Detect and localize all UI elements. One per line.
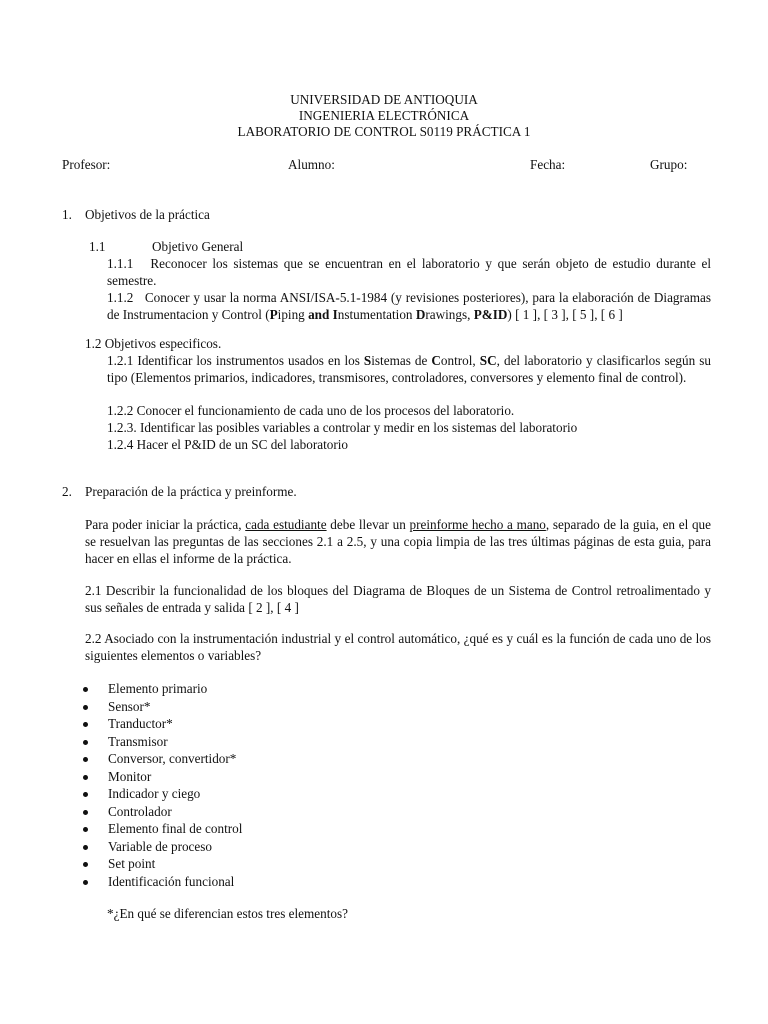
bullet-icon: [83, 757, 88, 762]
list-item-label: Tranductor*: [108, 716, 173, 731]
list-item-label: Elemento final de control: [108, 821, 243, 836]
objective-1-2-1-text-end: , del laboratorio y clasificarlos según su tipo (Elementos primarios, indicadores, transmisores, controladores, conversores y elemento final de control).: [107, 353, 711, 385]
objective-1-1-2: [107, 289, 711, 323]
sc-word-sistemas: istemas de: [371, 353, 432, 368]
list-item: [82, 873, 242, 891]
pid-acronym: P&ID: [473, 307, 508, 322]
bullet-icon: [83, 862, 88, 867]
list-item-label: Variable de proceso: [108, 838, 212, 854]
objective-1-1-1: [107, 255, 711, 289]
bullet-icon: [83, 810, 88, 815]
objective-1-1-1-text: Reconocer los sistemas que se encuentran en el laboratorio y que serán objeto de estudio durante el semestre.: [107, 256, 712, 288]
bullet-icon: [83, 775, 88, 780]
question-2-1: 2.1 Describir la funcionalidad de los bloques del Diagrama de Bloques de un Sistema de Control retroalimentado y sus señales de entrada y salida [ 2 ], [ 4 ]: [85, 583, 711, 615]
sc-acronym: SC: [479, 353, 497, 368]
fecha-label: Fecha:: [530, 157, 566, 172]
objective-1-2-4: 1.2.4 Hacer el P&ID de un SC del laboratorio: [107, 437, 348, 452]
list-item: [82, 680, 242, 698]
section2-title: Preparación de la práctica y preinforme.: [85, 484, 297, 499]
list-item-label: Identificación funcional: [108, 873, 235, 889]
objective-1-2-1: [107, 352, 711, 386]
bullet-icon: [83, 880, 88, 885]
sc-letter-s: S: [363, 353, 372, 368]
section2-intro: [85, 516, 711, 567]
sc-word-control: ontrol,: [440, 353, 480, 368]
list-item: [82, 838, 242, 856]
intro-underline-cada-estudiante: cada estudiante: [245, 517, 327, 532]
list-item: [82, 733, 242, 751]
intro-text-3: , separado de la guia, en el que se resuelvan las preguntas de las secciones 2.1 a 2.5, y una copia limpia de las tres últimas páginas de esta guia, para hacer en ellas el informe de la práctica.: [85, 517, 711, 566]
list-item: [82, 785, 242, 803]
objective-1-1-2-text: Conocer y usar la norma ANSI/ISA-5.1-1984 (y revisiones posteriores), para la elaboración de Diagramas de Instrumentacion y Control (: [107, 290, 712, 322]
bullet-icon: [83, 845, 88, 850]
list-item-label: Elemento primario: [108, 681, 208, 696]
objective-1-1-1-number: 1.1.1: [107, 256, 134, 271]
lab-title: LABORATORIO DE CONTROL S0119 PRÁCTICA 1: [237, 124, 531, 139]
intro-text-1: Para poder iniciar la práctica,: [85, 517, 246, 532]
objective-1-1-2-references: ) [ 1 ], [ 3 ], [ 5 ], [ 6 ]: [507, 307, 623, 322]
program-name: INGENIERIA ELECTRÓNICA: [298, 108, 470, 123]
list-item-label: Monitor: [108, 768, 152, 784]
sc-letter-c: C: [431, 353, 441, 368]
section1-number: 1.: [62, 207, 72, 222]
pid-letter-d: D: [415, 307, 426, 322]
bullet-icon: [83, 722, 88, 727]
grupo-label: Grupo:: [650, 157, 688, 172]
objective-general-number: 1.1: [89, 239, 106, 254]
university-name: UNIVERSIDAD DE ANTIOQUIA: [290, 92, 478, 107]
list-item: [82, 768, 242, 786]
objective-general-title: Objetivo General: [152, 239, 244, 254]
elements-list: [82, 680, 242, 890]
question-2-2: 2.2 Asociado con la instrumentación industrial y el control automático, ¿qué es y cuál es la función de cada uno de los siguientes elementos o variables?: [85, 631, 711, 663]
list-item: [82, 820, 242, 838]
list-item: [82, 715, 242, 733]
bullet-icon: [83, 827, 88, 832]
pid-word-drawings: rawings,: [425, 307, 474, 322]
intro-underline-preinforme: preinforme hecho a mano: [409, 517, 546, 532]
objective-1-2-1-text: 1.2.1 Identificar los instrumentos usados en los: [107, 353, 364, 368]
pid-word-and: and: [308, 307, 330, 322]
list-item-label: Transmisor: [108, 733, 168, 749]
objective-1-1-2-number: 1.1.2: [107, 290, 134, 305]
list-item-label: Sensor*: [108, 698, 151, 714]
pid-letter-p: P: [269, 307, 278, 322]
list-item-label: Indicador y ciego: [108, 786, 201, 801]
section2-number: 2.: [62, 484, 72, 499]
list-item-label: Controlador: [108, 803, 172, 819]
list-item-label: Set point: [108, 856, 156, 871]
section1-title: Objetivos de la práctica: [85, 207, 210, 222]
bullet-icon: [83, 792, 88, 797]
bullet-icon: [83, 705, 88, 710]
pid-letter-i: I: [329, 307, 338, 322]
list-item: [82, 698, 242, 716]
list-item: [82, 855, 242, 873]
profesor-label: Profesor:: [62, 157, 111, 172]
bullet-icon: [83, 687, 88, 692]
list-item: [82, 750, 242, 768]
footnote: *¿En qué se diferencian estos tres elementos?: [107, 906, 348, 921]
objective-1-2-2: 1.2.2 Conocer el funcionamiento de cada uno de los procesos del laboratorio.: [107, 403, 515, 418]
list-item-label: Conversor, convertidor*: [108, 751, 237, 766]
pid-word-instrumentation: nstumentation: [337, 307, 416, 322]
pid-word-piping: iping: [277, 307, 309, 322]
intro-text-2: debe llevar un: [326, 517, 410, 532]
specific-objectives-title: 1.2 Objetivos especificos.: [85, 336, 222, 351]
alumno-label: Alumno:: [288, 157, 335, 172]
bullet-icon: [83, 740, 88, 745]
objective-1-2-3: 1.2.3. Identificar las posibles variables a controlar y medir en los sistemas del laboratorio: [107, 420, 578, 435]
list-item: [82, 803, 242, 821]
